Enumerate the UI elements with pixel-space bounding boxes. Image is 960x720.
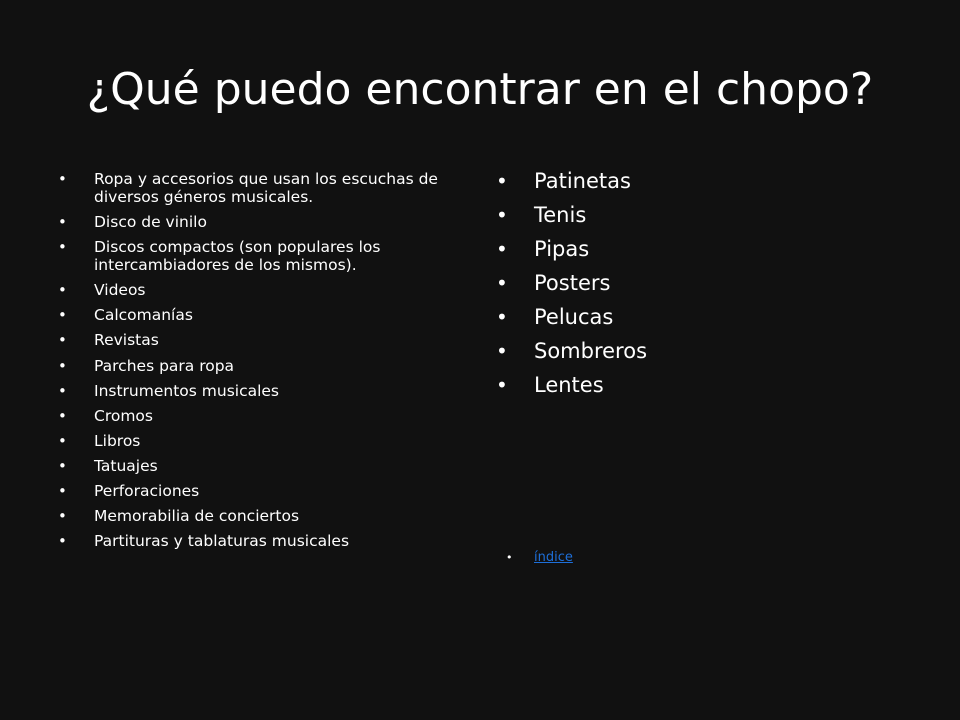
- bullet-icon: •: [58, 381, 67, 400]
- list-item: [496, 168, 896, 194]
- bullet-icon: •: [58, 532, 67, 551]
- index-link[interactable]: índice: [534, 550, 573, 565]
- bullet-icon: •: [496, 373, 508, 397]
- list-item: [496, 270, 896, 296]
- list-item: [496, 372, 896, 398]
- list-item: [58, 357, 458, 375]
- list-item-text: Tenis: [534, 203, 587, 227]
- list-item: [58, 170, 458, 206]
- list-item-text: Discos compactos (son populares los intercambiadores de los mismos).: [94, 238, 381, 275]
- list-item: [496, 338, 896, 364]
- list-item: [58, 213, 458, 231]
- bullet-icon: •: [58, 507, 67, 526]
- list-item-text: Instrumentos musicales: [94, 381, 280, 400]
- bullet-icon: •: [496, 339, 508, 363]
- bullet-icon: •: [58, 431, 67, 450]
- list-item-text: Pipas: [534, 237, 590, 261]
- list-item-text: Calcomanías: [94, 306, 193, 325]
- list-item-text: Disco de vinilo: [94, 213, 207, 232]
- list-item-text: Ropa y accesorios que usan los escuchas de diversos géneros musicales.: [94, 170, 438, 206]
- bullet-icon: •: [496, 237, 508, 261]
- list-item-text: Videos: [94, 281, 146, 300]
- bullet-icon: •: [58, 331, 67, 350]
- list-item-text: Patinetas: [534, 169, 631, 193]
- bullet-icon: •: [58, 406, 67, 425]
- bullet-icon: •: [496, 169, 508, 193]
- list-item: [496, 304, 896, 330]
- list-item-text: Cromos: [94, 406, 153, 425]
- list-item: [496, 236, 896, 262]
- list-item: [58, 382, 458, 400]
- list-item-text: Libros: [94, 431, 141, 450]
- bullet-icon: •: [58, 238, 67, 257]
- list-item-text: Lentes: [534, 373, 604, 397]
- list-item: [58, 281, 458, 299]
- bullet-icon: •: [58, 482, 67, 501]
- list-item: [58, 482, 458, 500]
- list-item: [58, 407, 458, 425]
- slide-title: ¿Qué puedo encontrar en el chopo?: [86, 64, 874, 115]
- bullet-icon: •: [58, 306, 67, 325]
- list-item: [58, 532, 458, 550]
- right-bullet-list: [496, 168, 896, 398]
- list-item: [58, 238, 458, 274]
- list-item-text: Posters: [534, 271, 611, 295]
- bullet-icon: •: [496, 305, 508, 329]
- list-item-text: Perforaciones: [94, 482, 200, 501]
- list-item-text: Revistas: [94, 331, 159, 350]
- left-content-column: [58, 170, 458, 557]
- list-item: [58, 457, 458, 475]
- bullet-icon: •: [58, 281, 67, 300]
- bullet-icon: •: [496, 203, 508, 227]
- list-item-text: Tatuajes: [94, 456, 158, 475]
- list-item-text: Parches para ropa: [94, 356, 235, 375]
- bullet-icon: •: [58, 170, 67, 188]
- list-item: [58, 507, 458, 525]
- list-item-text: Memorabilia de conciertos: [94, 507, 300, 526]
- bullet-icon: •: [58, 456, 67, 475]
- list-item: [496, 202, 896, 228]
- list-item-text: Sombreros: [534, 339, 648, 363]
- bullet-icon: •: [506, 551, 513, 564]
- list-item-text: Partituras y tablaturas musicales: [94, 532, 350, 551]
- bullet-icon: •: [58, 213, 67, 232]
- bullet-icon: •: [58, 356, 67, 375]
- bullet-icon: •: [496, 271, 508, 295]
- list-item: [58, 331, 458, 349]
- right-content-column: [496, 168, 896, 406]
- list-item-text: Pelucas: [534, 305, 614, 329]
- list-item: [58, 306, 458, 324]
- list-item: [58, 432, 458, 450]
- left-bullet-list: [58, 170, 458, 550]
